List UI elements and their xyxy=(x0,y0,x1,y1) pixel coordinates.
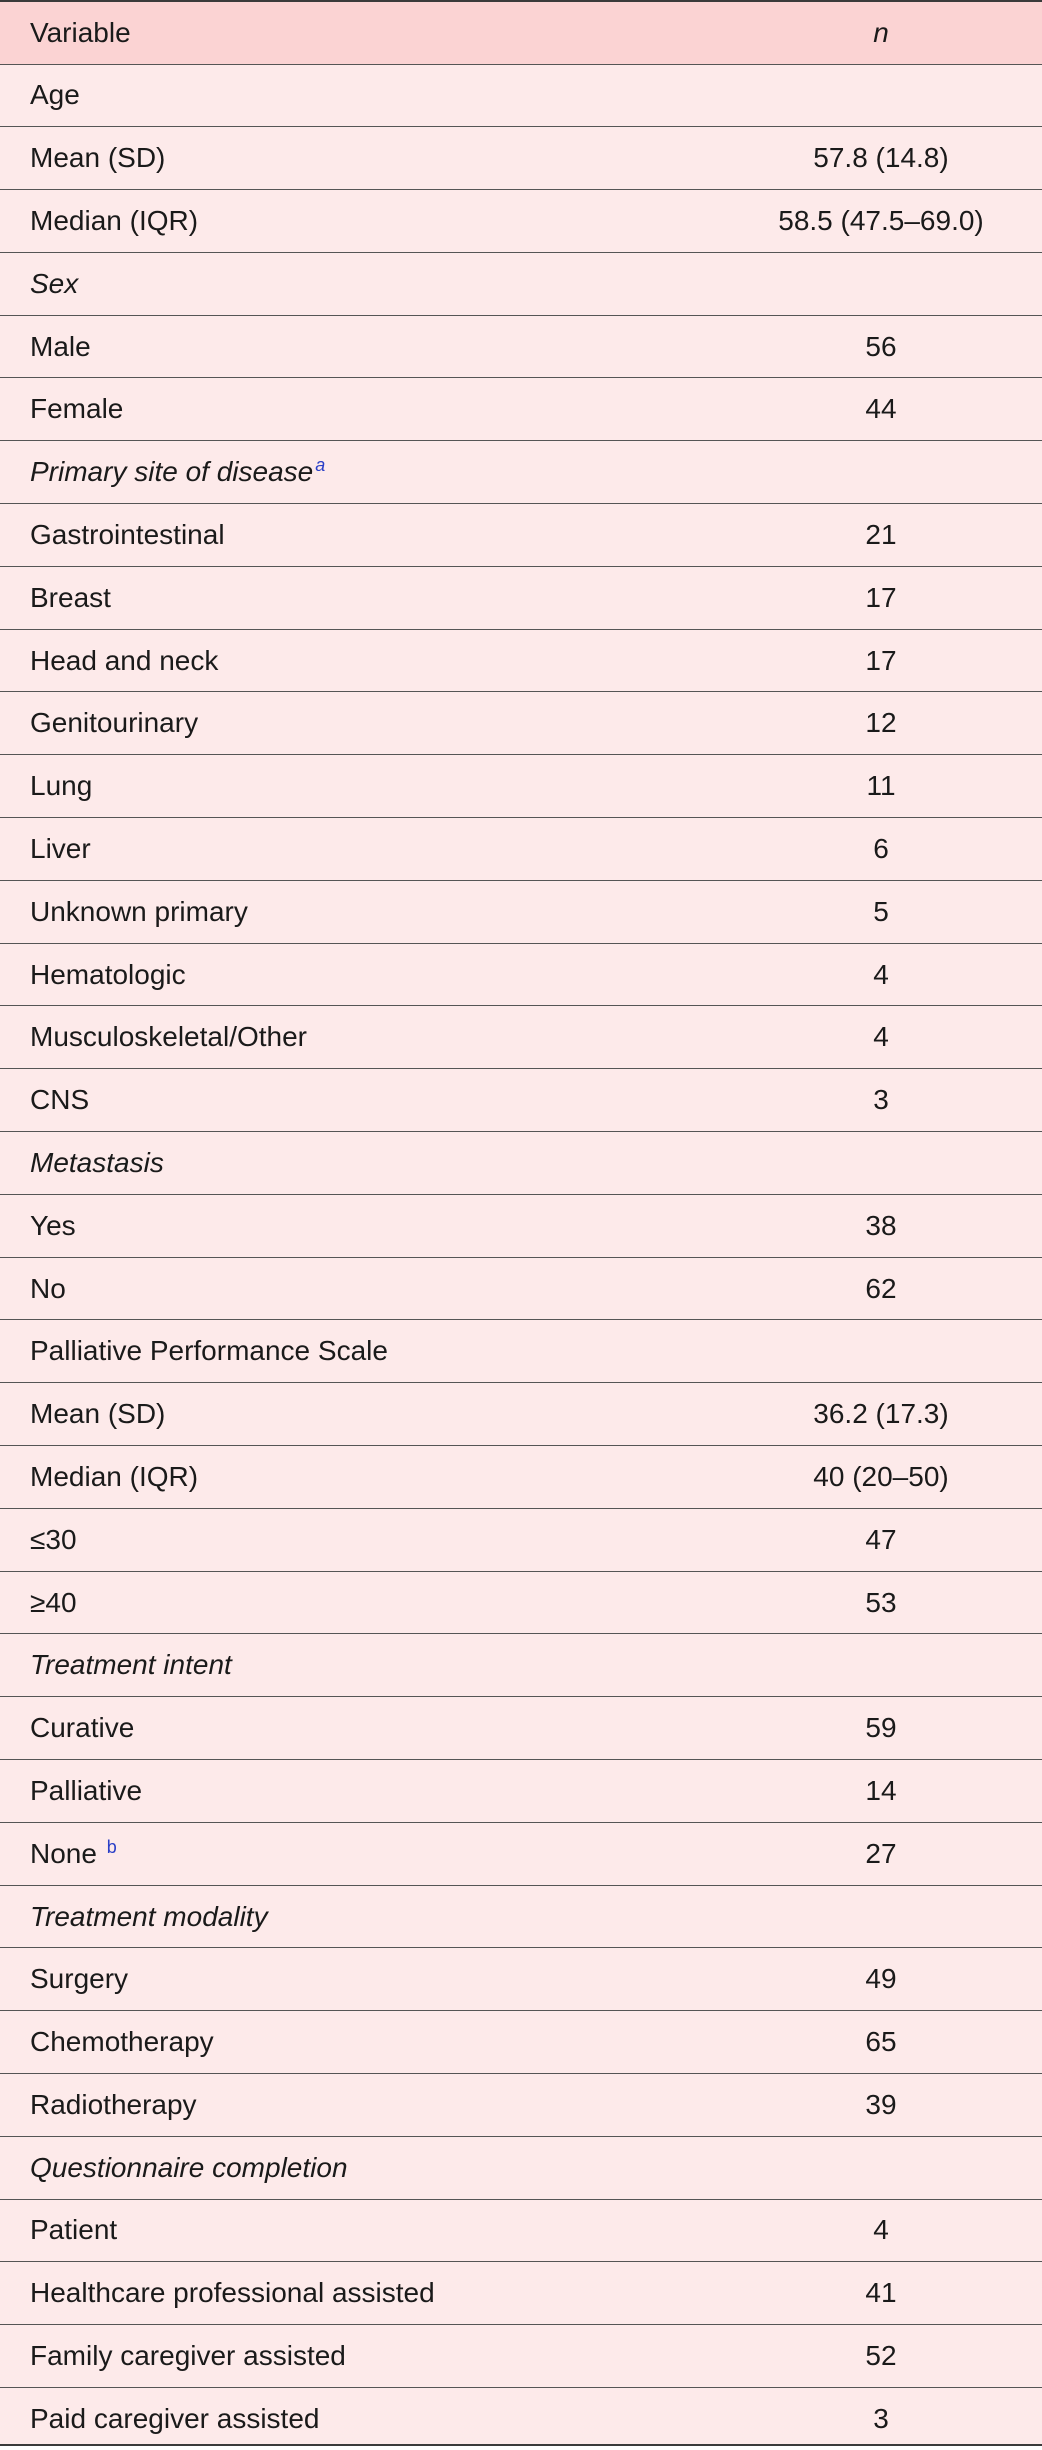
row-value-cell: 17 xyxy=(720,629,1042,692)
row-value-cell: 53 xyxy=(720,1571,1042,1634)
row-label: Age xyxy=(30,79,80,111)
row-label: CNS xyxy=(30,1084,90,1116)
row-value-cell: 21 xyxy=(720,504,1042,567)
row-label: Surgery xyxy=(30,1963,129,1995)
row-value-cell: 59 xyxy=(720,1697,1042,1760)
table-row xyxy=(0,943,1042,1006)
row-label: Healthcare professional assisted xyxy=(30,2277,435,2309)
row-label: Lung xyxy=(30,770,93,802)
row-label: Head and neck xyxy=(30,644,219,676)
table-row xyxy=(0,2387,1042,2450)
row-label-cell xyxy=(0,64,720,127)
table-row xyxy=(0,378,1042,441)
row-value-cell xyxy=(720,1885,1042,1948)
row-label-cell xyxy=(0,818,720,881)
row-label-cell xyxy=(0,1885,720,1948)
row-label: Breast xyxy=(30,581,111,613)
row-value-cell: 56 xyxy=(720,315,1042,378)
row-label-cell xyxy=(0,1948,720,2011)
row-label: Mean (SD) xyxy=(30,1398,166,1430)
table-row xyxy=(0,2074,1042,2137)
table-row xyxy=(0,566,1042,629)
row-label: Sex xyxy=(30,267,79,299)
table-row xyxy=(0,1948,1042,2011)
row-label: Palliative Performance Scale xyxy=(30,1335,388,1367)
row-label-cell xyxy=(0,1006,720,1069)
row-label: Treatment modality xyxy=(30,1900,268,1932)
row-label: No xyxy=(30,1272,66,1304)
row-value-cell: 65 xyxy=(720,2011,1042,2074)
table-row xyxy=(0,2011,1042,2074)
row-label: Hematologic xyxy=(30,958,186,990)
row-label-cell xyxy=(0,1069,720,1132)
row-label-cell xyxy=(0,880,720,943)
row-value-cell xyxy=(720,1132,1042,1195)
row-value-cell: 14 xyxy=(720,1760,1042,1823)
row-label-cell xyxy=(0,1760,720,1823)
table-row xyxy=(0,1697,1042,1760)
table-body xyxy=(0,64,1042,2450)
row-label: Female xyxy=(30,393,124,425)
row-label-cell xyxy=(0,566,720,629)
row-label-cell xyxy=(0,1634,720,1697)
row-value-cell: 52 xyxy=(720,2325,1042,2388)
row-label: Curative xyxy=(30,1712,135,1744)
row-label-cell xyxy=(0,504,720,567)
row-value-cell xyxy=(720,64,1042,127)
row-label-cell xyxy=(0,2325,720,2388)
row-label: Median (IQR) xyxy=(30,1460,199,1492)
table-row xyxy=(0,1383,1042,1446)
row-label-cell xyxy=(0,2387,720,2450)
row-label: Radiotherapy xyxy=(30,2088,197,2120)
row-label: Palliative xyxy=(30,1774,143,1806)
row-label-cell xyxy=(0,378,720,441)
row-value-cell: 3 xyxy=(873,2403,889,2435)
row-label: Treatment intent xyxy=(30,1649,232,1681)
table-row xyxy=(0,1006,1042,1069)
row-label: Paid caregiver assisted xyxy=(30,2403,320,2435)
row-label-cell xyxy=(0,315,720,378)
n-column-header: n xyxy=(720,2,1042,64)
row-value-cell: 4 xyxy=(720,2199,1042,2262)
table-row xyxy=(0,1446,1042,1509)
row-label-cell xyxy=(0,2199,720,2262)
row-label: Musculoskeletal/Other xyxy=(30,1021,308,1053)
row-label: ≤30 xyxy=(30,1523,77,1555)
row-value-cell: 11 xyxy=(720,755,1042,818)
row-label-cell xyxy=(0,441,720,504)
row-label: Median (IQR) xyxy=(30,204,199,236)
row-label-cell xyxy=(0,2074,720,2137)
row-label-cell xyxy=(0,127,720,190)
row-value-cell: 40 (20–50) xyxy=(720,1446,1042,1509)
characteristics-table xyxy=(0,2,1042,2450)
row-value-cell: 36.2 (17.3) xyxy=(720,1383,1042,1446)
row-value-cell: 6 xyxy=(720,818,1042,881)
row-label: Yes xyxy=(30,1209,76,1241)
row-value-cell: 39 xyxy=(720,2074,1042,2137)
table-row xyxy=(0,1634,1042,1697)
table-row xyxy=(0,1760,1042,1823)
row-label-cell xyxy=(0,692,720,755)
row-label-cell xyxy=(0,1257,720,1320)
table-row xyxy=(0,2199,1042,2262)
row-label-cell xyxy=(0,252,720,315)
row-value-cell: 47 xyxy=(720,1508,1042,1571)
table-row xyxy=(0,629,1042,692)
row-label: Metastasis xyxy=(30,1146,164,1178)
table-row xyxy=(0,1508,1042,1571)
table-row xyxy=(0,1885,1042,1948)
table-row xyxy=(0,818,1042,881)
row-label-cell xyxy=(0,1194,720,1257)
row-label-cell xyxy=(0,1822,720,1885)
table-row xyxy=(0,127,1042,190)
row-label-cell xyxy=(0,2011,720,2074)
row-value-cell: 58.5 (47.5–69.0) xyxy=(720,190,1042,253)
row-label: Mean (SD) xyxy=(30,142,166,174)
row-value-cell xyxy=(720,252,1042,315)
row-label: Liver xyxy=(30,832,91,864)
row-value-cell xyxy=(720,2136,1042,2199)
row-label: ≥40 xyxy=(30,1586,77,1618)
table-row xyxy=(0,190,1042,253)
row-value-cell: 4 xyxy=(720,1006,1042,1069)
row-label: Gastrointestinal xyxy=(30,518,225,550)
table-row xyxy=(0,504,1042,567)
row-label-cell xyxy=(0,1132,720,1195)
row-value-cell: 41 xyxy=(720,2262,1042,2325)
table-row xyxy=(0,252,1042,315)
table-row xyxy=(0,1320,1042,1383)
row-label: Questionnaire completion xyxy=(30,2151,348,2183)
row-label: Chemotherapy xyxy=(30,2026,214,2058)
row-label: Patient xyxy=(30,2214,118,2246)
row-label-cell xyxy=(0,629,720,692)
table-row xyxy=(0,441,1042,504)
row-value-cell: 27 xyxy=(720,1822,1042,1885)
table-header-row xyxy=(0,2,1042,64)
row-label-cell xyxy=(0,2262,720,2325)
table-row xyxy=(0,1132,1042,1195)
row-value-cell xyxy=(720,1320,1042,1383)
row-value-cell: 57.8 (14.8) xyxy=(720,127,1042,190)
variable-column-header: Variable xyxy=(0,2,720,64)
table-row xyxy=(0,2325,1042,2388)
row-label: Primary site of disease xyxy=(30,456,314,488)
row-value-cell xyxy=(720,1634,1042,1697)
row-value-cell: 4 xyxy=(720,943,1042,1006)
table-row xyxy=(0,1257,1042,1320)
table-row xyxy=(0,880,1042,943)
row-value-cell xyxy=(720,441,1042,504)
row-label-cell xyxy=(0,1446,720,1509)
row-value-cell: 17 xyxy=(720,566,1042,629)
table-row xyxy=(0,1069,1042,1132)
row-value-cell: 49 xyxy=(720,1948,1042,2011)
row-label-cell xyxy=(0,1508,720,1571)
row-label: Male xyxy=(30,330,91,362)
row-value-cell: 12 xyxy=(720,692,1042,755)
row-value-cell: 5 xyxy=(720,880,1042,943)
table-row xyxy=(0,64,1042,127)
table-row xyxy=(0,692,1042,755)
row-label-cell xyxy=(0,755,720,818)
table-row xyxy=(0,315,1042,378)
row-label-cell xyxy=(0,1697,720,1760)
row-value-cell: 62 xyxy=(720,1257,1042,1320)
row-label: Family caregiver assisted xyxy=(30,2340,346,2372)
table-row xyxy=(0,2136,1042,2199)
footnote-marker: a xyxy=(315,455,326,476)
table-row xyxy=(0,755,1042,818)
row-label-cell xyxy=(0,2136,720,2199)
row-label-cell xyxy=(0,943,720,1006)
row-value-cell: 44 xyxy=(720,378,1042,441)
row-label-cell xyxy=(0,190,720,253)
footnote-marker: b xyxy=(106,1836,117,1857)
row-label: Genitourinary xyxy=(30,707,199,739)
row-label-cell xyxy=(0,1571,720,1634)
row-label-cell xyxy=(0,1383,720,1446)
row-value-cell: 3 xyxy=(720,1069,1042,1132)
row-label: None xyxy=(30,1837,105,1869)
table-row xyxy=(0,1822,1042,1885)
table-row xyxy=(0,1194,1042,1257)
table-row xyxy=(0,2262,1042,2325)
row-label-cell xyxy=(0,1320,720,1383)
row-value-cell: 38 xyxy=(720,1194,1042,1257)
table-row xyxy=(0,1571,1042,1634)
row-label: Unknown primary xyxy=(30,895,248,927)
